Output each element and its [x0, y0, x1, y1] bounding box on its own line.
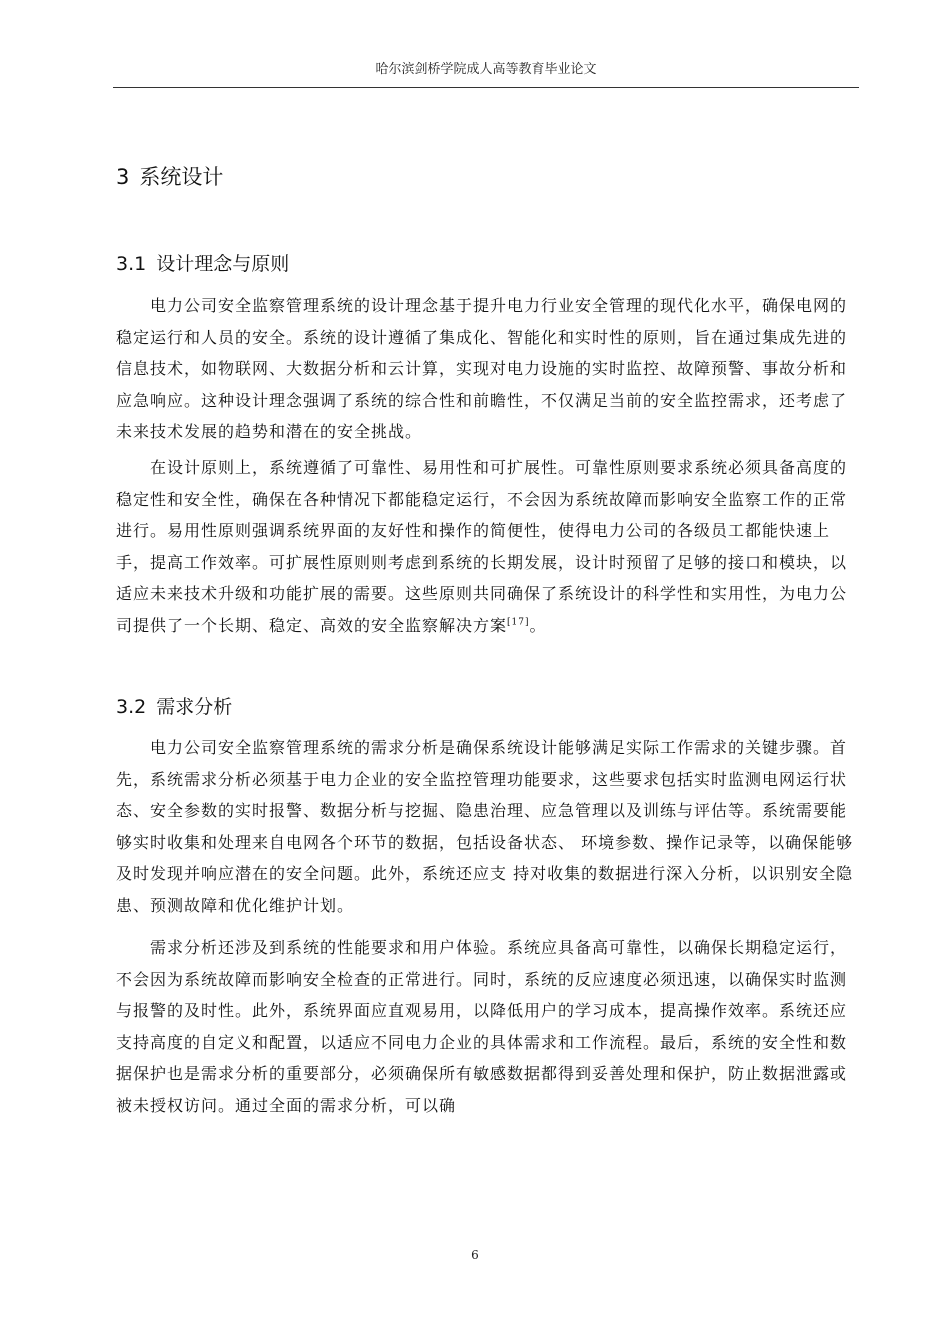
section-title: 设计理念与原则	[156, 253, 290, 275]
paragraph: 需求分析还涉及到系统的性能要求和用户体验。系统应具备高可靠性，以确保长期稳定运行，不会因为系统故障而影响安全检查的正常进行。同时，系统的反应速度必须迅速，以确保实时监测与报警的及时性。此外，系统界面应直观易用，以降低用户的学习成本，提高操作效率。系统还应支持高度的自定义和配置，以适应不同电力企业的具体需求和工作流程。最后，系统的安全性和数据保护也是需求分析的重要部分，必须确保所有敏感数据都得到妥善处理和保护，防止数据泄露或被未授权访问。通过全面的需求分析，可以确	[116, 938, 848, 1115]
paragraph-text: 在设计原则上，系统遵循了可靠性、易用性和可扩展性。可靠性原则要求系统必须具备高度的稳定性和安全性，确保在各种情况下都能稳定运行，不会因为系统故障而影响安全监察工作的正常进行。易用性原则强调系统界面的友好性和操作的简便性，使得电力公司的各级员工都能快速上手，提高工作效率。可扩展性原则则考虑到系统的长期发展，设计时预留了足够的接口和模块，以适应未来技术升级和功能扩展的需要。这些原则共同确保了系统设计的科学性和实用性，为电力公司提供了一个长期、稳定、高效的安全监察解决方案	[116, 458, 848, 635]
page-number: 6	[471, 1248, 479, 1262]
running-header: 哈尔滨剑桥学院成人高等教育毕业论文	[375, 62, 597, 77]
section-number: 3.1	[116, 253, 147, 275]
chapter-number: 3	[116, 165, 130, 189]
paragraph: 电力公司安全监察管理系统的需求分析是确保系统设计能够满足实际工作需求的关键步骤。首先，系统需求分析必须基于电力企业的安全监控管理功能要求，这些要求包括实时监测电网运行状态、安全参数的实时报警、数据分析与挖掘、隐患治理、应急管理以及训练与评估等。系统需要能够实时收集和处理来自电网各个环节的数据，包括设备状态、 环境参数、操作记录等，以确保能够及时发现并响应潜在的安全问题。此外，系统还应支 持对收集的数据进行深入分析，以识别安全隐患、预测故障和优化维护计划。	[116, 738, 854, 915]
section-number: 3.2	[116, 696, 147, 718]
section-heading-3-2	[116, 692, 232, 722]
chapter-heading	[116, 161, 223, 193]
header-rule	[113, 87, 859, 88]
citation: [17]	[507, 617, 530, 628]
paragraph	[116, 452, 862, 641]
paragraph: 电力公司安全监察管理系统的设计理念基于提升电力行业安全管理的现代化水平，确保电网的稳定运行和人员的安全。系统的设计遵循了集成化、智能化和实时性的原则，旨在通过集成先进的信息技术，如物联网、大数据分析和云计算，实现对电力设施的实时监控、故障预警、事故分析和应急响应。这种设计理念强调了系统的综合性和前瞻性，不仅满足当前的安全监控需求，还考虑了未来技术发展的趋势和潜在的安全挑战。	[116, 296, 848, 441]
paragraph-tail: 。	[529, 615, 547, 635]
section-title: 需求分析	[156, 696, 233, 718]
chapter-title: 系统设计	[139, 165, 224, 189]
section-heading-3-1	[116, 249, 289, 279]
